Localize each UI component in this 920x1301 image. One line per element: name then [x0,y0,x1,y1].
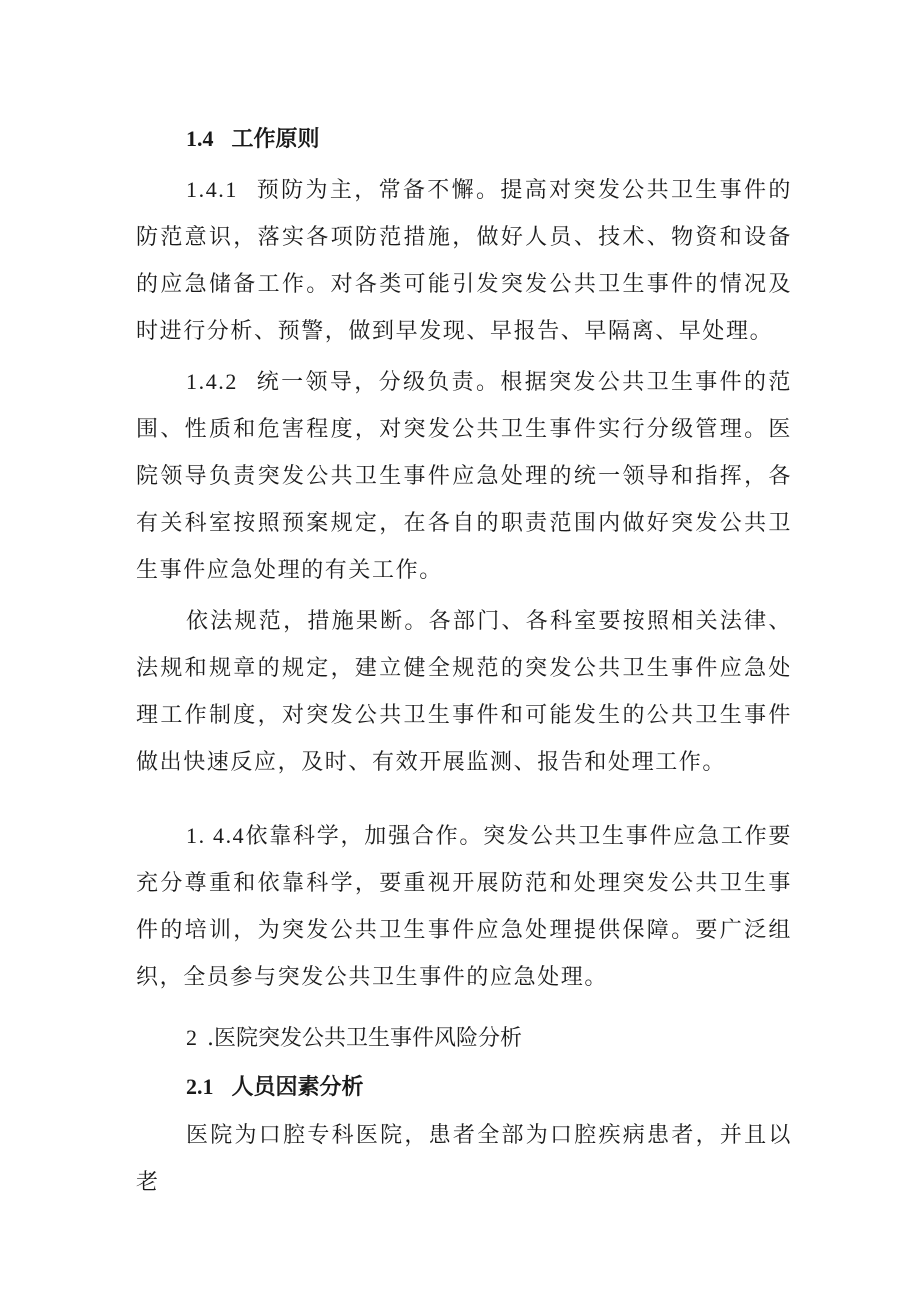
paragraph-text: 依法规范，措施果断。各部门、各科室要按照相关法律、法规和规章的规定，建立健全规范的突发公共卫生事件应急处理工作制度，对突发公共卫生事件和可能发生的公共卫生事件做出快速反应，及时、有效开展监测、报告和处理工作。 [136,609,792,775]
paragraph-1-4-4 [136,812,792,1001]
paragraph-number: 1.4.1 [186,177,238,202]
paragraph-1-4-2 [136,358,792,594]
heading-1-4 [186,124,320,154]
paragraph-text: 医院为口腔专科医院，患者全部为口腔疾病患者，并且以老 [136,1123,792,1195]
heading-number: 2 [186,1025,197,1050]
paragraph-1-4-1 [136,166,792,355]
heading-number: 1.4 [186,126,214,151]
heading-2-1 [186,1072,364,1102]
heading-number: 2.1 [186,1074,214,1099]
paragraph-law [136,598,792,786]
heading-title: 人员因素分析 [231,1074,364,1100]
paragraph-text: 统一领导，分级负责。根据突发公共卫生事件的范围、性质和危害程度，对突发公共卫生事件实行分级管理。医院领导负责突发公共卫生事件应急处理的统一领导和指挥，各有关科室按照预案规定，在各自的职责范围内做好突发公共卫生事件应急处理的有关工作。 [136,370,792,583]
paragraph-text: 预防为主，常备不懈。提高对突发公共卫生事件的防范意识，落实各项防范措施，做好人员、技术、物资和设备的应急储备工作。对各类可能引发突发公共卫生事件的情况及时进行分析、预警，做到早发现、早报告、早隔离、早处理。 [136,178,792,344]
paragraph-text: 依靠科学，加强合作。突发公共卫生事件应急工作要充分尊重和依靠科学，要重视开展防范和处理突发公共卫生事件的培训，为突发公共卫生事件应急处理提供保障。要广泛组织，全员参与突发公共卫生事件的应急处理。 [136,824,792,990]
paragraph-number: 1.4.2 [186,369,238,394]
paragraph-number: 1. 4.4 [186,823,246,848]
heading-title: .医院突发公共卫生事件风险分析 [207,1026,522,1051]
heading-2 [186,1023,522,1054]
paragraph-2-1 [136,1112,792,1206]
heading-title: 工作原则 [231,126,320,152]
